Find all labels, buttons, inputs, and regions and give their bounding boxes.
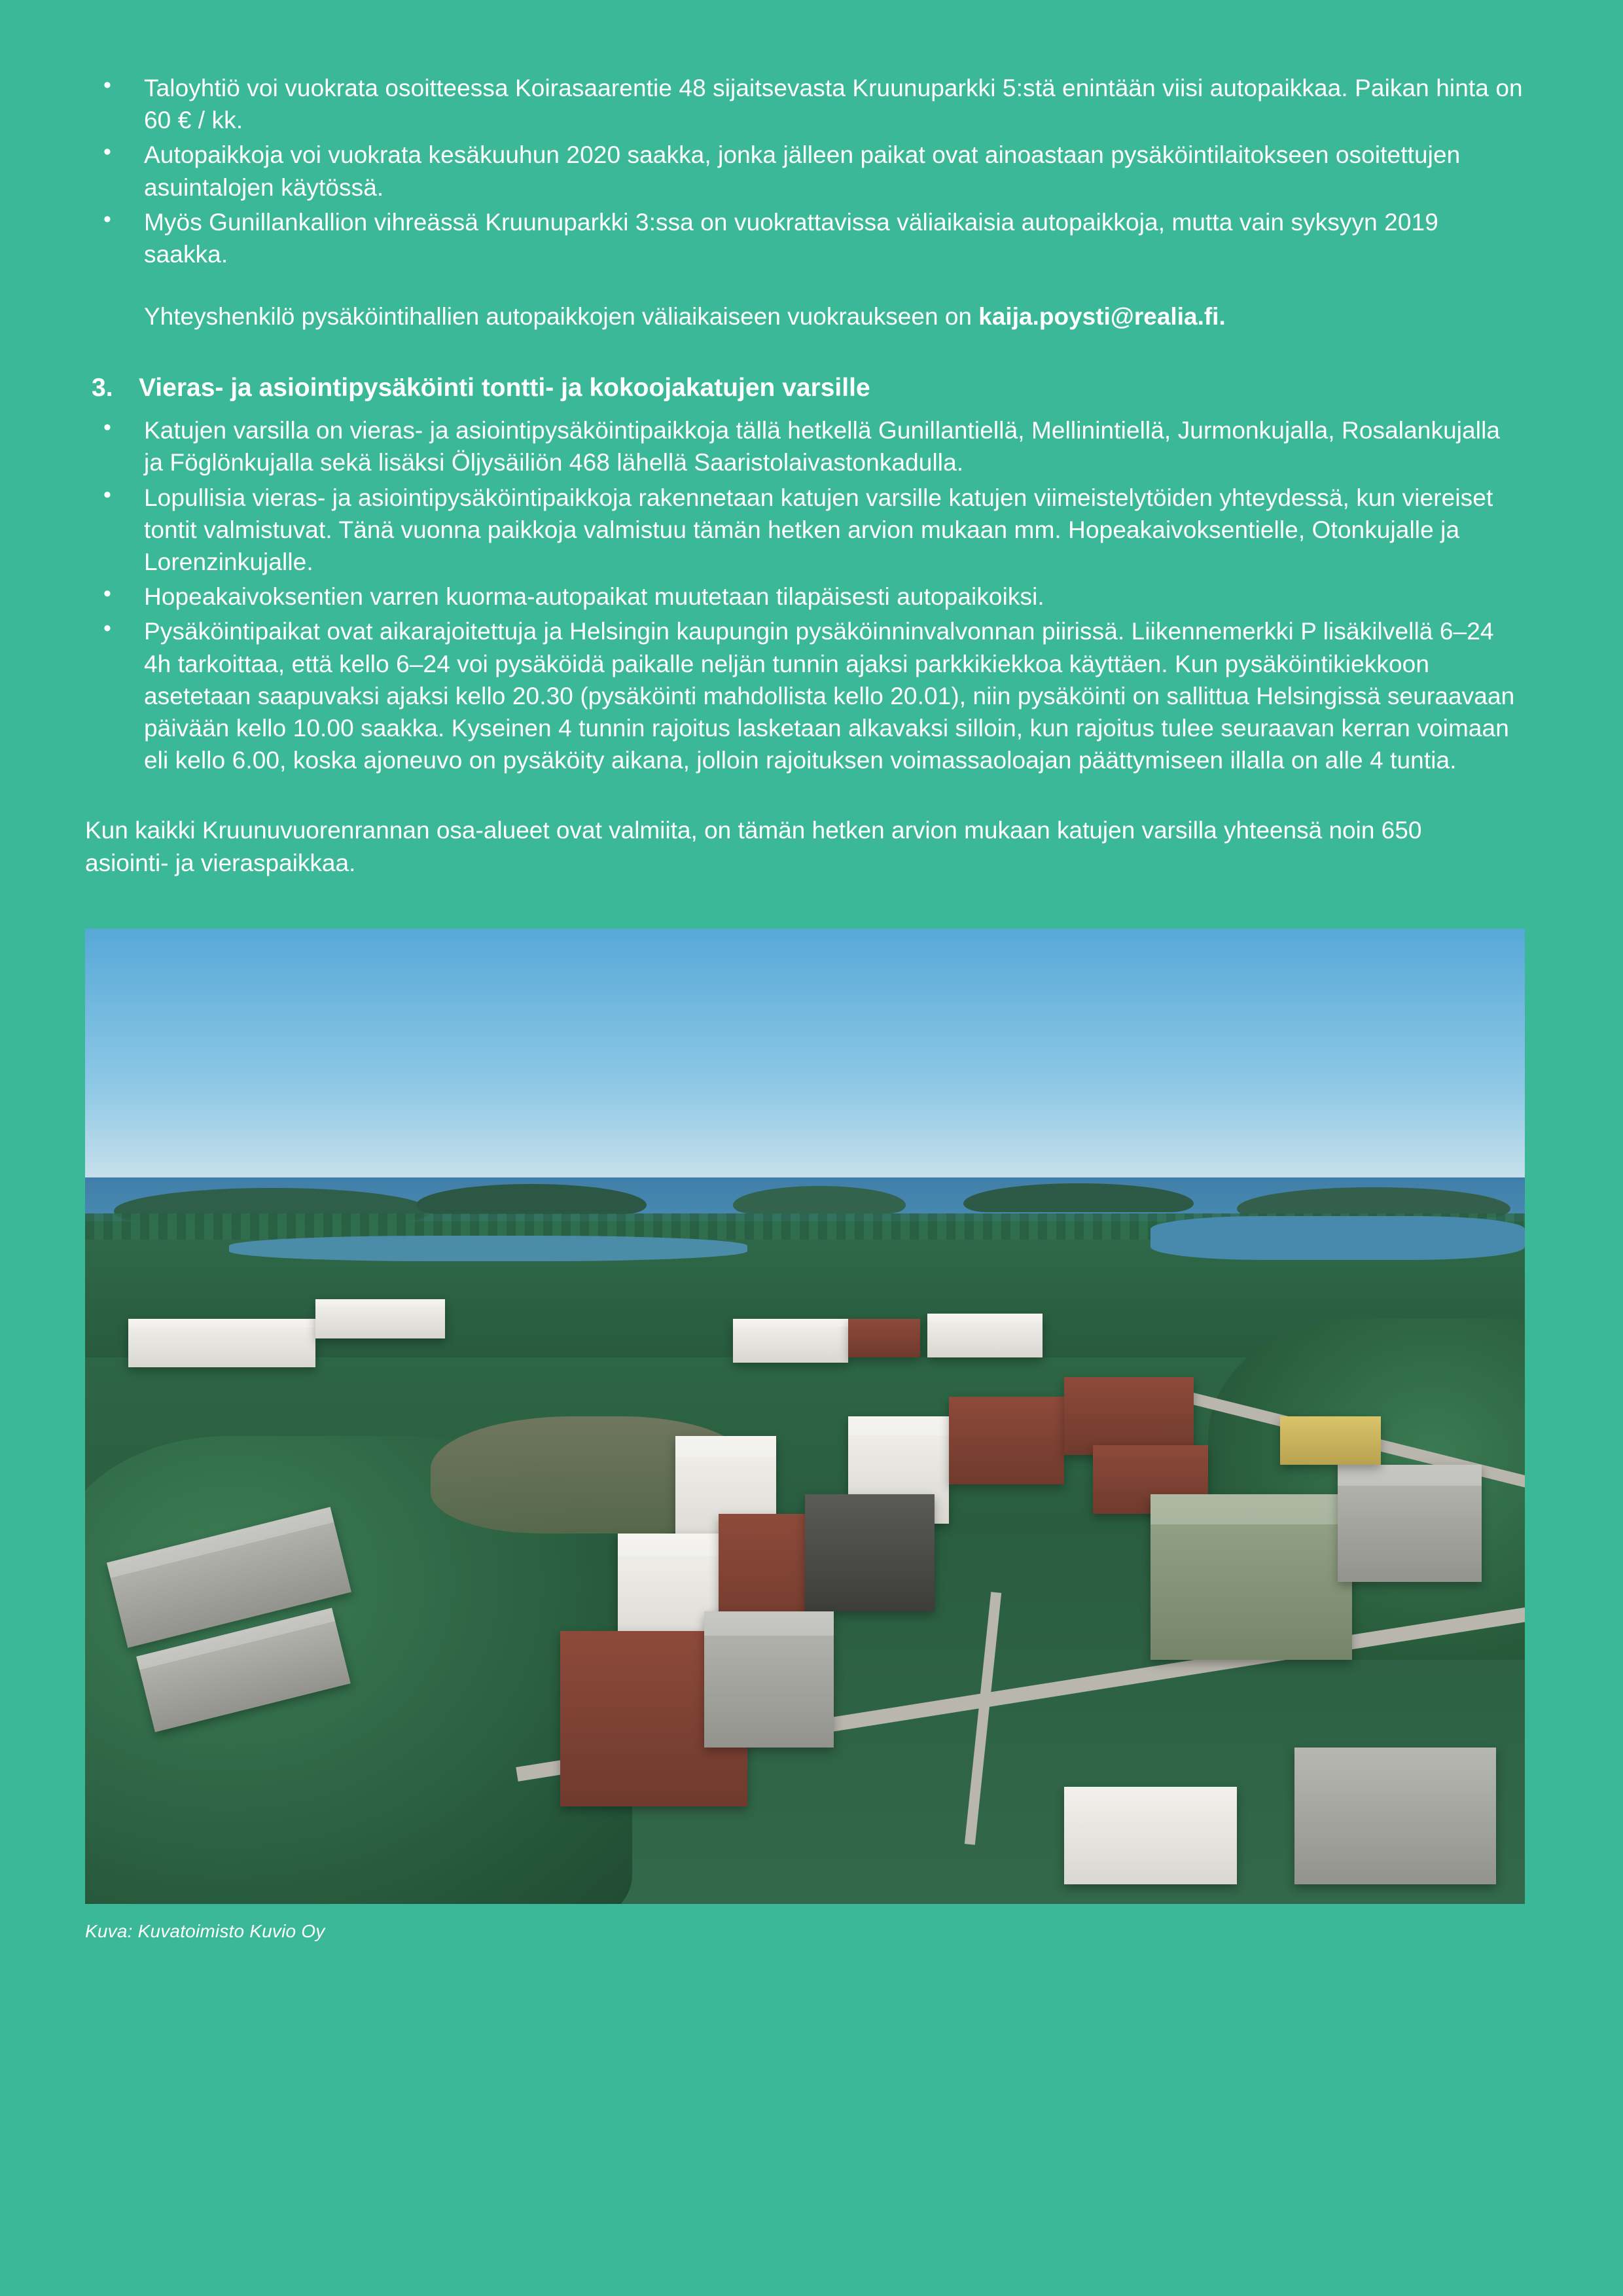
photo-caption: Kuva: Kuvatoimisto Kuvio Oy — [85, 1920, 325, 1941]
building — [949, 1397, 1064, 1484]
photo-block — [85, 929, 1525, 1942]
list-item: • Myös Gunillankallion vihreässä Kruunuparkki 3:ssa on vuokrattavissa väliaikaisia autopaikkoja, mutta vain syksyyn 2019 saakka. — [85, 206, 1525, 270]
top-bullet-list — [85, 72, 1525, 270]
building — [1064, 1377, 1194, 1455]
aerial-photo — [85, 929, 1525, 1904]
building — [1338, 1465, 1482, 1582]
closing-paragraph: Kun kaikki Kruunuvuorenrannan osa-alueet ovat valmiita, on tämän hetken arvion mukaan katujen varsilla yhteensä noin 650 asiointi- ja vieraspaikkaa. — [85, 817, 1422, 876]
section-bullet-list — [85, 414, 1525, 776]
list-item: • Hopeakaivoksentien varren kuorma-autopaikat muutetaan tilapäisesti autopaikoiksi. — [85, 581, 1525, 613]
building — [1280, 1416, 1381, 1465]
building — [128, 1319, 315, 1368]
contact-note — [144, 300, 1525, 332]
building — [733, 1319, 848, 1363]
water-inlet — [229, 1236, 747, 1261]
sky — [85, 929, 1525, 1192]
building-under-construction — [1064, 1787, 1237, 1884]
list-item: • Autopaikkoja voi vuokrata kesäkuuhun 2020 saakka, jonka jälleen paikat ovat ainoastaan pysäköintilaitokseen osoitettujen asuintalojen käytössä. — [85, 139, 1525, 203]
list-item: • Taloyhtiö voi vuokrata osoitteessa Koirasaarentie 48 sijaitsevasta Kruunuparkki 5:stä enintään viisi autopaikkaa. Paikan hinta on 60 € / kk. — [85, 72, 1525, 136]
water-inlet — [1150, 1216, 1525, 1260]
list-item: • Katujen varsilla on vieras- ja asiointipysäköintipaikkoja tällä hetkellä Gunillantiellä, Mellinintiellä, Jurmonkujalla, Rosalankujalla ja Föglönkujalla sekä lisäksi Öljysäiliön 468 lähellä Saaristolaivastonkadulla. — [85, 414, 1525, 478]
building — [805, 1494, 935, 1611]
building — [704, 1611, 834, 1748]
building — [848, 1319, 920, 1358]
section-title: Vieras- ja asiointipysäköinti tontti- ja kokoojakatujen varsille — [139, 374, 870, 403]
building — [315, 1299, 445, 1338]
construction-site — [1294, 1748, 1496, 1884]
building — [1150, 1494, 1352, 1660]
list-item: • Pysäköintipaikat ovat aikarajoitettuja ja Helsingin kaupungin pysäköinninvalvonnan piirissä. Liikennemerkki P lisäkilvellä 6–24 4h tarkoittaa, että kello 6–24 voi pysäköidä paikalle neljän tunnin ajaksi parkkikiekkoa käyttäen. Kun pysäköintikiekkoon asetetaan saapuvaksi ajaksi kello 20.30 (pysäköinti mahdollista kello 20.01), niin pysäköinti on sallittua Helsingissä seuraavaan päivään kello 10.00 saakka. Kyseinen 4 tunnin rajoitus lasketaan alkavaksi silloin, kun rajoitus tulee seuraavan kerran voimaan eli kello 6.00, koska ajoneuvo on pysäköity aikana, jolloin rajoituksen voimassaoloajan päättymiseen illalla on alle 4 tuntia. — [85, 615, 1525, 776]
list-item: • Lopullisia vieras- ja asiointipysäköintipaikkoja rakennetaan katujen varsille katujen viimeistelytöiden yhteydessä, kun viereiset tontit valmistuvat. Tänä vuonna paikkoja valmistuu tämän hetken arvion mukaan mm. Hopeakaivoksentielle, Otonkujalle ja Lorenzinkujalle. — [85, 482, 1525, 579]
contact-email[interactable]: kaija.poysti@realia.fi. — [978, 303, 1226, 331]
building — [927, 1314, 1043, 1357]
section-heading — [85, 372, 1525, 405]
contact-note-text: Yhteyshenkilö pysäköintihallien autopaikkojen väliaikaiseen vuokraukseen on — [144, 303, 979, 331]
section-number: 3. — [92, 374, 113, 403]
